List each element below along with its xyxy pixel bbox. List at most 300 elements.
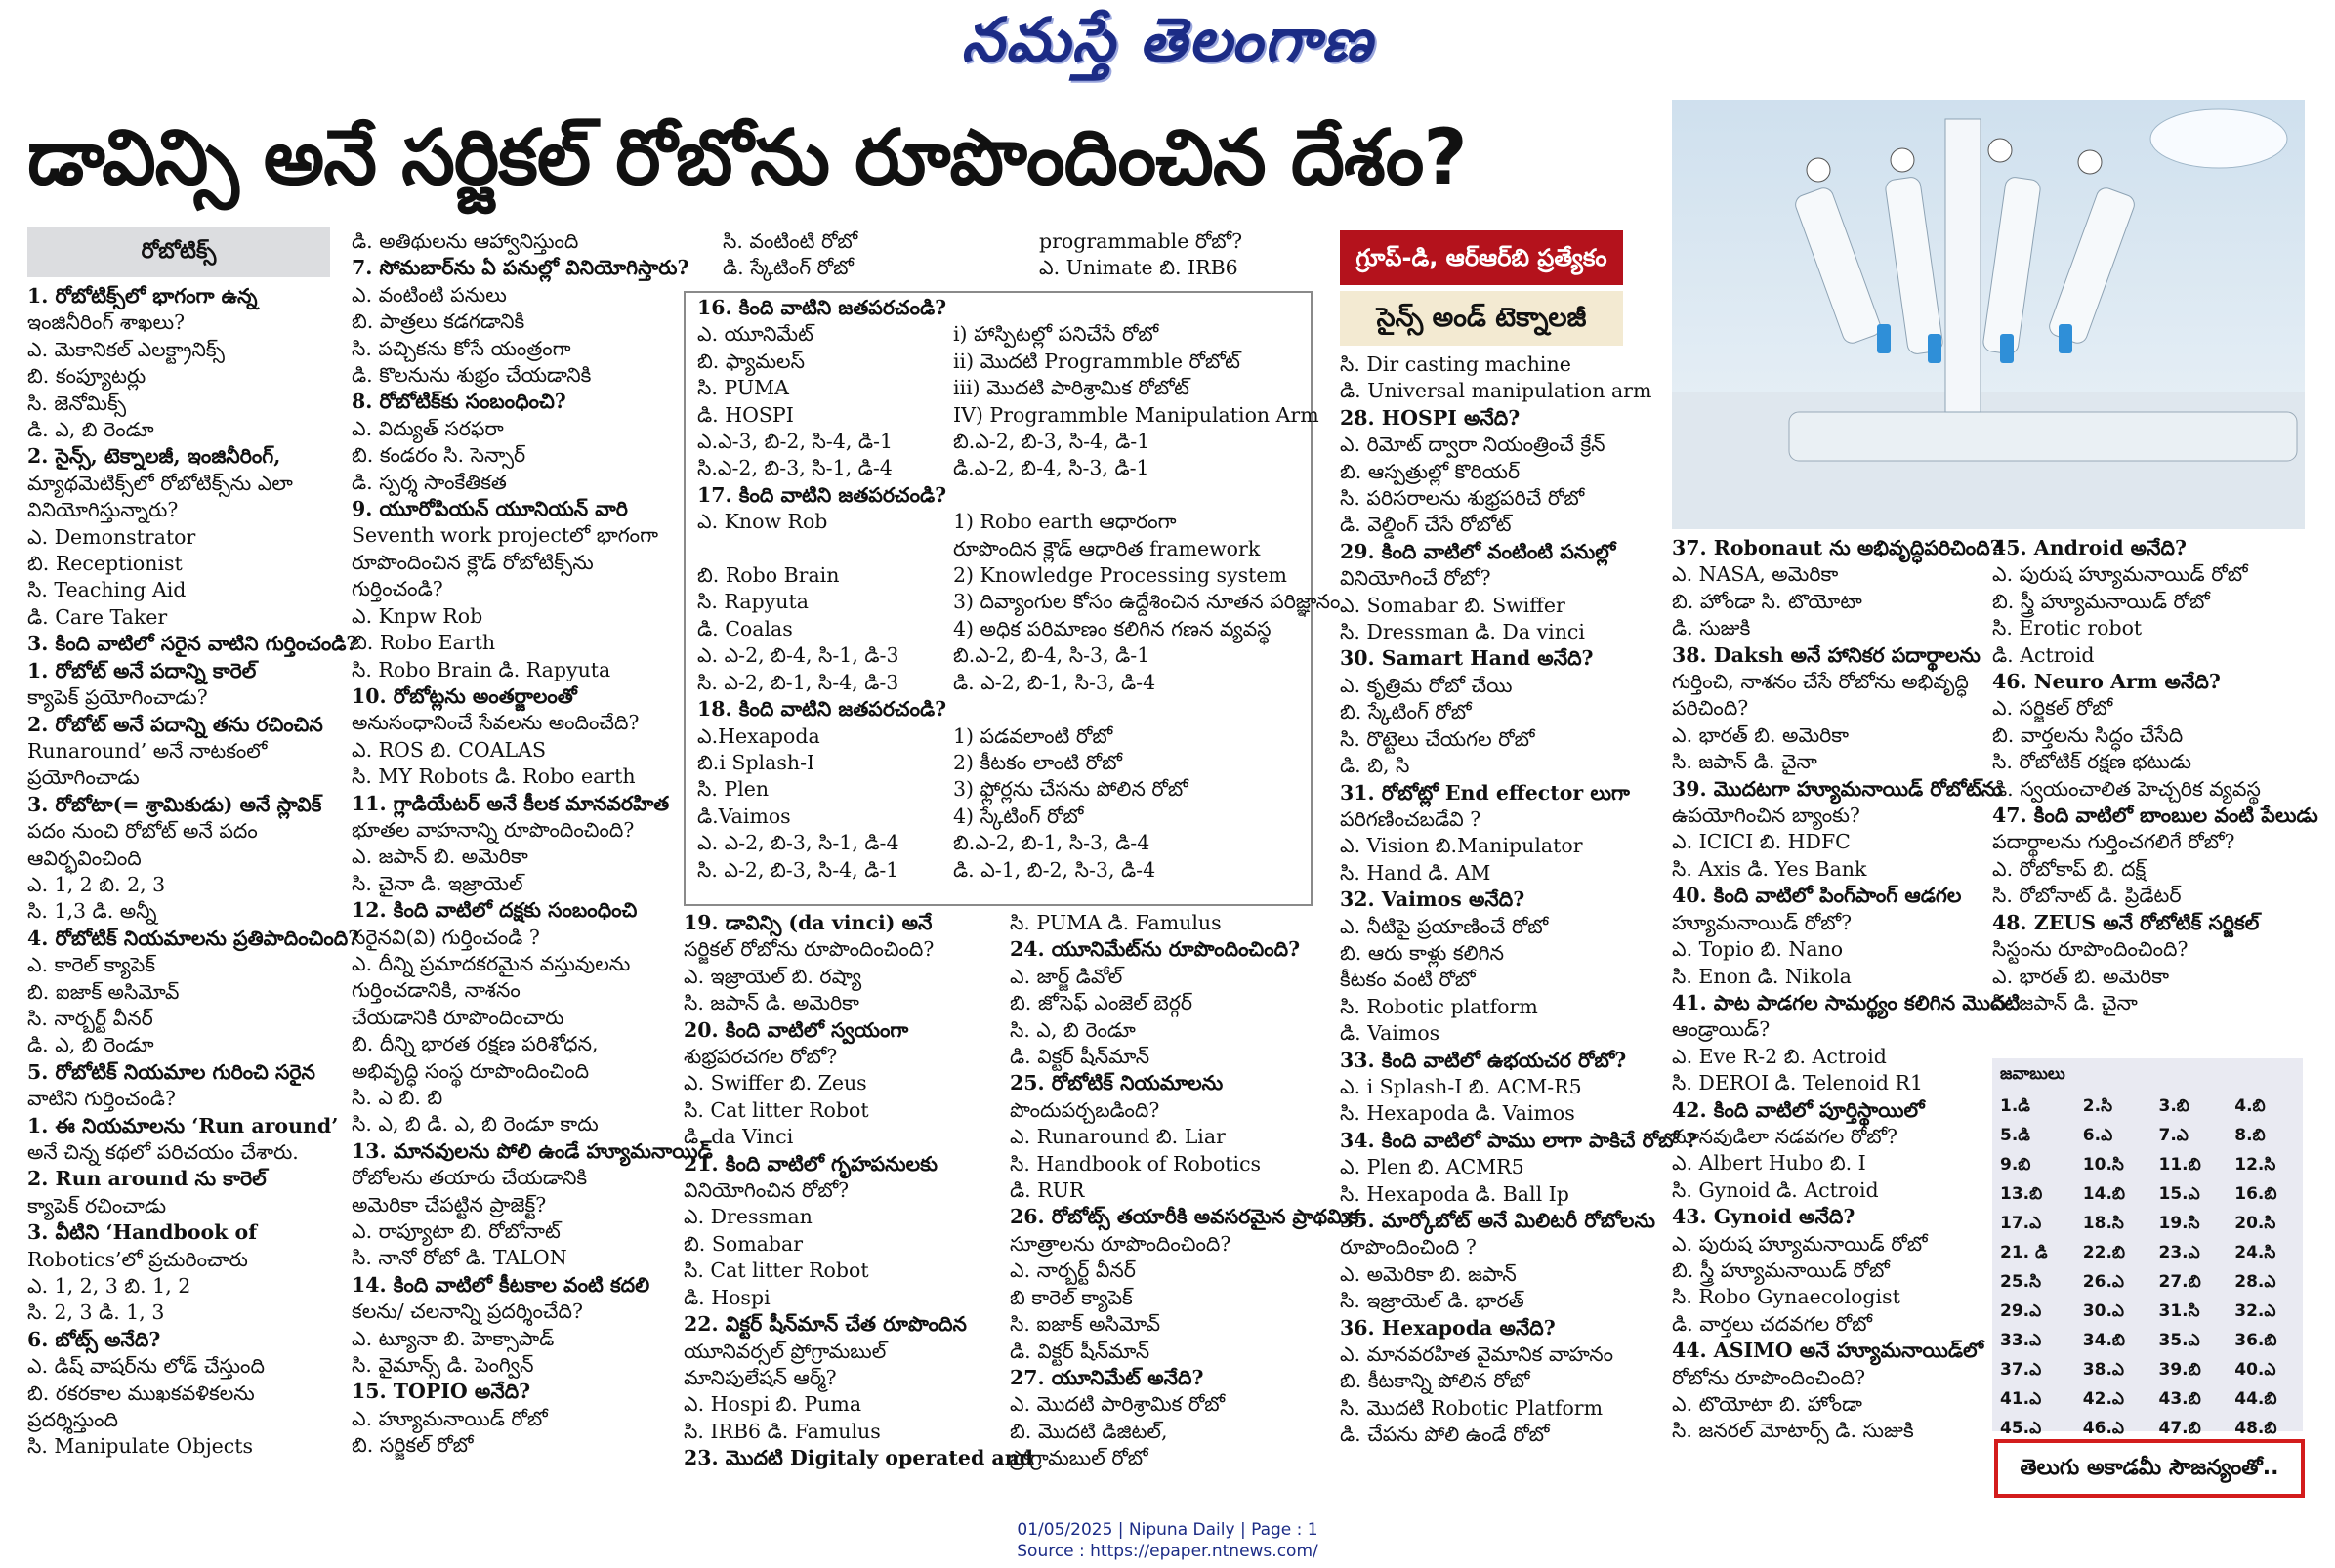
text-line: ఎ. సర్జికల్ రోబో	[1992, 696, 2113, 721]
footer-source: Source : https://epaper.ntnews.com/	[1017, 1542, 1318, 1561]
answer-cell: 44.బి	[2234, 1389, 2277, 1409]
text-line: 45. Android అనేది?	[1992, 536, 2187, 559]
text-line: 4) స్కేటింగ్ రోబో	[953, 804, 1084, 828]
answer-cell: 42.ఎ	[2082, 1389, 2124, 1409]
text-line: 2) కీటకం లాంటి రోబో	[953, 750, 1122, 774]
text-line: 15. TOPIO అనేది?	[352, 1380, 531, 1404]
text-line: బి. జోసెఫ్ ఎంజెల్ బెర్గర్	[1010, 991, 1193, 1015]
text-line: సి. జెనోమిక్స్	[27, 391, 127, 415]
column-5	[1340, 351, 1698, 1449]
answer-cell: 5.డి	[2000, 1126, 2030, 1145]
footer	[0, 1519, 2335, 1562]
text-line: ఉపయోగించిన బ్యాంకు?	[1672, 804, 1860, 828]
text-line: సి. రోబోటిక్ రక్షణ భటుడు	[1992, 750, 2191, 774]
text-line: 1) Robo earth ఆధారంగా	[953, 510, 1177, 534]
text-line: సి. పరిసరాలను శుభ్రపరిచే రోబో	[1340, 486, 1585, 511]
answer-cell: 21. డి	[2000, 1243, 2048, 1262]
column-4-bottom-lines	[1010, 910, 1359, 1472]
text-line: ఎ. దీన్ని ప్రమాదకరమైన వస్తువులను	[352, 951, 631, 975]
text-line: ఎ. Knpw Rob	[352, 603, 483, 628]
text-line: సి. Plen	[697, 777, 770, 802]
text-line: 7. సోమబార్‌ను ఏ పనుల్లో వినియోగిస్తారు?	[352, 256, 689, 280]
text-line: వాటిని గుర్తించండి?	[27, 1087, 176, 1111]
text-line: 20. కింది వాటిలో స్వయంగా	[684, 1017, 909, 1042]
answer-cell: 27.బి	[2158, 1272, 2201, 1292]
text-line: 10. రోబోట్లను అంతర్జాలంతో	[352, 683, 577, 708]
text-line: డి. స్వయంచాలిత హెచ్చరిక వ్యవస్థ	[1992, 776, 2261, 801]
answer-cell: 3.బి	[2158, 1096, 2189, 1116]
text-line: బి. స్త్రీ హ్యూమనాయిడ్ రోబో	[1672, 1258, 1890, 1282]
answer-cell: 23.ఎ	[2158, 1243, 2200, 1262]
answer-row	[1992, 1386, 2303, 1416]
text-line: Runaround’ అనే నాటకంలో	[27, 738, 268, 763]
text-line: ii) మొదటి Programmble రోబోట్	[953, 349, 1240, 373]
text-line: ఎ. 1, 2 బి. 2, 3	[27, 872, 166, 896]
text-line: i) హాస్పిటల్లో పనిచేసే రోబో	[953, 322, 1159, 347]
text-line: బి. Somabar	[684, 1231, 804, 1256]
footer-date-page: 01/05/2025 | Nipuna Daily | Page : 1	[1017, 1520, 1318, 1540]
text-line: సి. ఎ బి. బి	[352, 1086, 443, 1109]
column-7-lines	[1992, 535, 2318, 1016]
text-line: ఎ. టొయోటా బి. హోండా	[1672, 1392, 1862, 1416]
text-line: ఎ. ఎ-2, బి-3, సి-1, డి-4	[697, 831, 899, 855]
text-line: సి. వైమాన్స్ డి. పెంగ్విన్	[352, 1353, 534, 1378]
text-line: 14. కింది వాటిలో కీటకాల వంటి కదలి	[352, 1272, 650, 1297]
surgical-robot-illustration	[1672, 100, 2305, 529]
text-line: సి. ఐజాక్ అసిమోవ్	[1010, 1312, 1161, 1337]
text-line: ఎ. మెకానికల్ ఎలక్ట్రానిక్స్	[27, 337, 225, 361]
text-line: 26. రోబోట్స్ తయారీకి అవసరమైన ప్రాథమిక	[1010, 1205, 1359, 1229]
column-1-lines	[27, 283, 360, 1461]
text-line: ఎ. యూనిమేట్	[697, 322, 813, 347]
text-line: 19. డావిన్సి (da vinci) అనే	[684, 911, 933, 934]
text-line: వినియోగిస్తున్నారు?	[27, 498, 179, 522]
text-line: 3) ఫ్లోర్లను చేసను పోలిన రోబో	[953, 777, 1188, 802]
special-badge: గ్రూప్-డి, ఆర్ఆర్‌బి ప్రత్యేకం	[1340, 230, 1623, 285]
text-line: డి. Care Taker	[27, 604, 168, 629]
column-2	[352, 228, 713, 1460]
text-line: ఎ. Runaround బి. Liar	[1010, 1125, 1226, 1149]
text-line: ఎ. భారత్ బి. అమెరికా	[1672, 722, 1850, 747]
text-line: బి. ఆస్పత్రుల్లో కొరియర్	[1340, 459, 1521, 483]
text-line: సి. Dir casting machine	[1340, 352, 1571, 376]
text-line: సి. DEROI డి. Telenoid R1	[1672, 1071, 1924, 1095]
text-line: 2. రోబోట్ అనే పదాన్ని తను రచించిన	[27, 712, 323, 736]
text-line: అభివృద్ధి సంస్థ రూపొందించింది	[352, 1058, 590, 1083]
answer-cell: 15.ఎ	[2158, 1184, 2200, 1204]
text-line: ఎ. Plen బి. ACMR5	[1340, 1155, 1524, 1179]
text-line: బి. దీన్ని భారత రక్షణ పరిశోధన,	[352, 1032, 599, 1056]
text-line: సి. జపాన్ డి. అమెరికా	[684, 991, 859, 1015]
text-line: కలను/ చలనాన్ని ప్రదర్శించేది?	[352, 1300, 583, 1324]
credit-box: తెలుగు అకాడమీ సౌజన్యంతో..	[1994, 1439, 2305, 1498]
text-line: చేయడానికి రూపొందించారు	[352, 1005, 564, 1029]
text-line: 34. కింది వాటిలో పాము లాగా పాకిచే రోబో ?	[1340, 1128, 1698, 1152]
text-line: సి. జపాన్ డి. చైనా	[1992, 990, 2138, 1014]
text-line: ఎ. హ్యూమనాయిడ్ రోబో	[352, 1406, 548, 1430]
text-line: ఎ. ICICI బి. HDFC	[1672, 830, 1851, 854]
text-line: 42. కింది వాటిలో పూర్తిస్థాయిలో	[1672, 1097, 1925, 1122]
text-line: సి. Cat litter Robot	[684, 1259, 869, 1283]
text-line: సి. నానో రోబో డి. TALON	[352, 1246, 567, 1270]
text-line: సి. చైనా డి. ఇజ్రాయెల్	[352, 871, 523, 895]
text-line: బి.ఎ-2, బి-4, సి-3, డి-1	[953, 643, 1150, 668]
answer-cell: 4.బి	[2234, 1096, 2266, 1116]
surgical-robot-photo	[1672, 100, 2305, 529]
text-line: ఎ. మొదటి పారిశ్రామిక రోబో	[1010, 1392, 1226, 1417]
headline: డావిన్సి అనే సర్జికల్ రోబోను రూపొందించిన దేశం?	[27, 114, 1467, 202]
text-line: డి. కొలనును శుభ్రం చేయడానికి	[352, 363, 592, 388]
answer-cell: 24.సి	[2234, 1243, 2276, 1262]
text-line: 2. Run around ను కారెల్	[27, 1167, 267, 1191]
text-line: ఇంజినీరింగ్ శాఖలు?	[27, 310, 186, 335]
answer-cell: 46.ఎ	[2082, 1419, 2124, 1438]
subject-badge: సైన్స్ అండ్ టెక్నాలజీ	[1340, 291, 1623, 346]
text-line: 36. Hexapoda అనేది?	[1340, 1315, 1556, 1340]
text-line: ఎ. రాప్యూటా బి. రోబోనాట్	[352, 1219, 561, 1244]
text-line: ఎ.ఎ-3, బి-2, సి-4, డి-1	[697, 430, 894, 454]
text-line: డి. సుజుకి	[1672, 616, 1751, 640]
text-line: 30. Samart Hand అనేది?	[1340, 646, 1594, 671]
text-line: 3. రోబోటా(= శ్రామికుడు) అనే స్లావిక్	[27, 792, 322, 816]
text-line: ప్రయోగించాడు	[27, 765, 140, 790]
text-line: పదం నుంచి రోబోట్ అనే పదం	[27, 819, 258, 844]
answer-row	[1992, 1123, 2303, 1152]
text-line: బి. ఐజాక్ అసిమోవ్	[27, 979, 180, 1004]
text-line	[953, 295, 1305, 321]
text-line: సి. Rapyuta	[697, 590, 809, 614]
text-line: రోబోను రూపొందించింది?	[1672, 1365, 1866, 1389]
text-line: డి. విక్టర్ షీన్‌మాన్	[1010, 1339, 1150, 1363]
text-line: సి. Erotic robot	[1992, 616, 2143, 640]
answer-cell: 7.ఎ	[2158, 1126, 2189, 1145]
text-line: గుర్తించడానికి, నాశనం	[352, 978, 521, 1003]
text-line: ఎ. మానవరహిత వైమానిక వాహనం	[1340, 1342, 1613, 1367]
answer-cell: 36.బి	[2234, 1331, 2277, 1350]
text-line: బి. హోండా సి. టొయోటా	[1672, 589, 1862, 613]
text-line: సి. రోబోనాట్ డి. ప్రిడేటర్	[1992, 884, 2182, 908]
text-line: సి. Axis డి. Yes Bank	[1672, 856, 1867, 881]
column-2-lines	[352, 228, 713, 1460]
text-line: ఎ. నార్బర్ట్ వీనర్	[1010, 1259, 1136, 1283]
text-line: ఎ. విద్యుత్ సరఫరా	[352, 416, 504, 440]
text-line: 43. Gynoid అనేది?	[1672, 1205, 1855, 1229]
text-line: డి. Hospi	[684, 1285, 771, 1309]
text-line: డి. చేపను పోలి ఉండే రోబో	[1340, 1423, 1550, 1447]
text-line: 22. విక్టర్ షీన్‌మాన్ చేత రూపొందిన	[684, 1312, 967, 1337]
text-line: మానవుడిలా నడవగల రోబో?	[1672, 1124, 1898, 1148]
text-line: 24. యూనిమేట్‌ను రూపొందించింది?	[1010, 937, 1301, 962]
text-line: బి. స్కేటింగ్ రోబో	[1340, 700, 1472, 724]
text-line: ఎ. కృత్రిమ రోబో చేయి	[1340, 673, 1513, 697]
column-7	[1992, 535, 2318, 1016]
text-line: ఎ. నీటిపై ప్రయాణించే రోబో	[1340, 914, 1549, 938]
answer-cell: 28.ఎ	[2234, 1272, 2276, 1292]
answer-row	[1992, 1240, 2303, 1269]
text-line: 37. Robonaut ను అభివృద్ధిపరిచింది?	[1672, 536, 2002, 559]
text-line: 4. రోబోటిక్ నియమాలను ప్రతిపాదించింది?	[27, 926, 360, 950]
text-line: Robotics’లో ప్రచురించారు	[27, 1247, 248, 1271]
answer-row	[1992, 1211, 2303, 1240]
text-line: రూపొందించిన క్లౌడ్ రోబోటిక్స్‌ను	[352, 550, 594, 574]
text-line: 18. కింది వాటిని జతపరచండి?	[697, 697, 947, 722]
text-line: రూపొందిన క్లౌడ్ ఆధారిత framework	[953, 536, 1261, 560]
text-line: సి. Manipulate Objects	[27, 1434, 254, 1459]
text-line: డి. Coalas	[697, 616, 793, 640]
answer-cell: 25.సి	[2000, 1272, 2042, 1292]
text-line: పదార్థాలను గుర్తించగలిగే రోబో?	[1992, 830, 2235, 854]
answer-cell: 16.బి	[2234, 1184, 2277, 1204]
text-line: సి. Gynoid డి. Actroid	[1672, 1177, 1879, 1202]
section-tag: రోబోటిక్స్	[27, 227, 330, 277]
text-line: ఎ. Topio బి. Nano	[1672, 937, 1844, 962]
answer-row	[1992, 1152, 2303, 1181]
answer-cell: 10.సి	[2082, 1155, 2124, 1175]
column-3-bottom-lines	[684, 910, 1033, 1472]
text-line: సి. Hexapoda డి. Vaimos	[1340, 1101, 1575, 1126]
text-line: డి. ఎ, బి రెండూ	[27, 1033, 154, 1057]
text-line: డి. Vaimos	[1340, 1021, 1440, 1046]
text-line: సి. వంటింటి రోబో	[723, 229, 858, 253]
text-line: 31. రోబోట్లో End effector లుగా	[1340, 780, 1630, 805]
text-line: 44. ASIMO అనే హ్యూమనాయిడ్‌లో	[1672, 1339, 1984, 1363]
text-line: సి. Handbook of Robotics	[1010, 1151, 1262, 1176]
answer-cell: 33.ఎ	[2000, 1331, 2042, 1350]
text-line: 21. కింది వాటిలో గృహపనులకు	[684, 1151, 938, 1176]
answer-cell: 43.బి	[2158, 1389, 2201, 1409]
text-line: 2. సైన్స్, టెక్నాలజీ, ఇంజినీరింగ్,	[27, 444, 281, 469]
answer-cell: 45.ఎ	[2000, 1419, 2042, 1438]
answer-cell: 31.సి	[2158, 1301, 2200, 1321]
answers-box	[1992, 1058, 2303, 1438]
text-line: డి. Actroid	[1992, 642, 2095, 667]
text-line: సి. Teaching Aid	[27, 578, 187, 602]
text-line: 27. యూనిమేట్ అనేది?	[1010, 1365, 1204, 1389]
text-line: మానిపులేషన్ ఆర్మ్?	[684, 1365, 837, 1389]
text-line: బి కారెల్ క్యాపెక్	[1010, 1285, 1133, 1309]
text-line: 1. రోబోట్ అనే పదాన్ని కారెల్	[27, 658, 257, 682]
text-line: ఎ. కారెల్ క్యాపెక్	[27, 953, 156, 977]
text-line: పొందుపర్చబడింది?	[1010, 1097, 1160, 1122]
text-line: డి. ఎ-2, బి-1, సి-3, డి-4	[953, 670, 1156, 694]
text-line: సి. PUMA	[697, 376, 789, 400]
text-line: 17. కింది వాటిని జతపరచండి?	[697, 482, 947, 507]
text-line: సి. 1,3 డి. అన్నీ	[27, 899, 157, 924]
column-4-bottom	[1010, 910, 1359, 1472]
text-line: డి. da Vinci	[684, 1125, 794, 1149]
text-line: బి. మొదటి డిజిటల్,	[1010, 1419, 1168, 1443]
text-line: ఎ. Swiffer బి. Zeus	[684, 1071, 867, 1095]
column-3-top	[723, 228, 1016, 282]
text-line: ఎ. వంటింటి పనులు	[352, 282, 507, 307]
text-line: 1. రోబోటిక్స్‌లో భాగంగా ఉన్న	[27, 284, 258, 308]
text-line: 48. ZEUS అనే రోబోటిక్ సర్జికల్	[1992, 910, 2260, 934]
text-line: సర్జికల్ రోబోను రూపొందించింది?	[684, 937, 935, 962]
masthead-logo: నమస్తే తెలంగాణ	[961, 4, 1374, 75]
text-line: సి. జనరల్ మోటార్స్ డి. సుజుకి	[1672, 1419, 1914, 1443]
answer-cell: 39.బి	[2158, 1360, 2201, 1380]
text-line: కీటకం వంటి రోబో	[1340, 968, 1476, 992]
text-line: Seventh work projectలో భాగంగా	[352, 523, 658, 548]
text-line: సి.ఎ-2, బి-3, సి-1, డి-4	[697, 456, 893, 480]
text-line: బి.i Splash-I	[697, 750, 815, 774]
text-line: సి. Robo Gynaecologist	[1672, 1285, 1900, 1309]
text-line: 46. Neuro Arm అనేది?	[1992, 670, 2221, 694]
text-line	[953, 696, 1305, 722]
text-line: IV) Programmble Manipulation Arm	[953, 402, 1319, 427]
text-line: 11. గ్లాడియేటర్ అనే కీలక మానవరహిత	[352, 791, 670, 815]
answer-row	[1992, 1357, 2303, 1386]
box-right-lines	[953, 295, 1341, 884]
text-line: సి. జపాన్ డి. చైనా	[1672, 750, 1817, 774]
answer-row	[1992, 1181, 2303, 1211]
text-line: డి. RUR	[1010, 1178, 1085, 1203]
text-line: ఎ.Hexapoda	[697, 723, 820, 748]
text-line: ఎ. రోబోకాప్ బి. దక్ష్	[1992, 856, 2147, 881]
text-line: సి. Dressman డి. Da vinci	[1340, 620, 1585, 644]
text-line	[953, 482, 1305, 509]
text-line: ఎ. పురుష హ్యూమనాయిడ్ రోబో	[1992, 562, 2248, 587]
text-line: సి. ఎ, బి రెండూ	[1010, 1017, 1136, 1042]
text-line: సి. PUMA డి. Famulus	[1010, 911, 1222, 934]
text-line: బి. సర్జికల్ రోబో	[352, 1433, 474, 1458]
text-line: 12. కింది వాటిలో దక్షకు సంబంధించి	[352, 898, 638, 923]
text-line: రూపొందించింది ?	[1340, 1235, 1477, 1259]
column-4-top-lines	[1039, 228, 1332, 282]
answer-cell: 32.ఎ	[2234, 1301, 2276, 1321]
text-line: సి. Robo Brain డి. Rapyuta	[352, 657, 611, 681]
text-line: అనే చిన్న కథలో పరిచయం చేశారు.	[27, 1140, 299, 1164]
text-line: సి. ఎ, బి డి. ఎ, బి రెండూ కాదు	[352, 1112, 599, 1136]
text-line: వినియోగించే రోబో?	[1340, 566, 1491, 591]
text-line: డి. ఎ, బి రెండూ	[27, 418, 154, 442]
text-line: డి. Universal manipulation arm	[1340, 379, 1652, 403]
answer-row	[1992, 1328, 2303, 1357]
text-line: బి. Receptionist	[27, 552, 183, 576]
text-line: అమెరికా చేపట్టిన ప్రాజెక్ట్?	[352, 1192, 547, 1217]
answer-cell: 41.ఎ	[2000, 1389, 2042, 1409]
text-line: 2) Knowledge Processing system	[953, 563, 1287, 588]
text-line: మ్యాథమెటిక్స్‌లో రోబోటిక్స్‌ను ఎలా	[27, 471, 293, 495]
answer-cell: 40.ఎ	[2234, 1360, 2276, 1380]
text-line: పరిగణించబడేవి ?	[1340, 806, 1481, 831]
text-line: ఎ. 1, 2, 3 బి. 1, 2	[27, 1274, 191, 1299]
answer-cell: 48.బి	[2234, 1419, 2277, 1438]
text-line: డి. వెల్డింగ్ చేసే రోబోట్	[1340, 513, 1512, 537]
text-line: ఆండ్రాయిడ్?	[1672, 1017, 1771, 1042]
text-line: సి. Cat litter Robot	[684, 1097, 869, 1122]
answer-cell: 35.ఎ	[2158, 1331, 2200, 1350]
text-line: ఎ. Unimate బి. IRB6	[1039, 256, 1238, 280]
text-line: 41. పాట పాడగల సామర్థ్యం కలిగిన మొదటి	[1672, 990, 2021, 1014]
masthead	[0, 4, 2335, 90]
text-line: 28. HOSPI అనేది?	[1340, 405, 1521, 430]
answer-cell: 2.సి	[2082, 1096, 2113, 1116]
text-line: ఎ. జపాన్ బి. అమెరికా	[352, 845, 528, 869]
text-line: ఎ. Eve R-2 బి. Actroid	[1672, 1044, 1887, 1068]
text-line: అనుసంధానించే సేవలను అందించేది?	[352, 711, 640, 735]
text-line: ఎ. రిమోట్ ద్వారా నియంత్రించే క్రేన్	[1340, 433, 1605, 457]
text-line: సి. Enon డి. Nikola	[1672, 964, 1852, 988]
text-line: గుర్తించండి?	[352, 577, 443, 601]
text-line: సి. రొట్టెలు చేయగల రోబో	[1340, 726, 1535, 751]
text-line: ఎ. ఎ-2, బి-4, సి-1, డి-3	[697, 643, 899, 668]
text-line: డి. స్కేటింగ్ రోబో	[723, 256, 854, 280]
answer-cell: 8.బి	[2234, 1126, 2266, 1145]
answer-cell: 18.సి	[2082, 1214, 2124, 1233]
text-line: సరైనవి(వి) గుర్తించండి ?	[352, 925, 540, 949]
text-line: 1. ఈ నియమాలను ‘Run around’	[27, 1113, 339, 1137]
text-line: సి. ఎ-2, బి-1, సి-4, డి-3	[697, 670, 899, 694]
text-line: ఎ. Know Rob	[697, 510, 828, 534]
text-line: సి. నార్బర్ట్ వీనర్	[27, 1006, 153, 1030]
text-line: బి. ఫ్యామలస్	[697, 349, 805, 373]
answer-cell: 14.బి	[2082, 1184, 2126, 1204]
answer-cell: 11.బి	[2158, 1155, 2201, 1175]
text-line: 23. మొదటి Digitaly operated and	[684, 1446, 1033, 1470]
text-line: బి. రకరకాల ముఖకవళికలను	[27, 1381, 255, 1405]
answers-table	[1992, 1093, 2303, 1445]
text-line: ఎ. ROS బి. COALAS	[352, 737, 547, 762]
answer-cell: 20.సి	[2234, 1214, 2276, 1233]
text-line: ఎ. జార్జ్ డివోల్	[1010, 964, 1123, 988]
text-line: డి.ఎ-2, బి-4, సి-3, డి-1	[953, 456, 1149, 480]
text-line: వినియోగించిన రోబో?	[684, 1178, 850, 1203]
text-line: ఎ. పురుష హ్యూమనాయిడ్ రోబో	[1672, 1231, 1928, 1256]
text-line: యూనివర్సల్ ప్రోగ్రామబుల్	[684, 1339, 887, 1363]
text-line: పరిచింది?	[1672, 696, 1749, 721]
text-line: డి. వార్తలు చదవగల రోబో	[1672, 1311, 1872, 1336]
text-line: 13. మానవులను పోలి ఉండే హ్యూమనాయిడ్	[352, 1138, 713, 1163]
text-line: 9. యూరోపియన్ యూనియన్ వారి	[352, 497, 628, 521]
answer-cell: 47.బి	[2158, 1419, 2201, 1438]
column-5-lines	[1340, 351, 1698, 1449]
text-line: డి.Vaimos	[697, 804, 791, 828]
text-line: 39. మొదటగా హ్యూమనాయిడ్ రోబోట్‌ను	[1672, 776, 2003, 801]
answer-cell: 26.ఎ	[2082, 1272, 2124, 1292]
box-right	[953, 295, 1341, 884]
text-line: ఆవిర్భవించింది	[27, 846, 142, 870]
text-line: సి. మొదటి Robotic Platform	[1340, 1395, 1604, 1420]
text-line: 4) అధిక పరిమాణం కలిగిన గణన వ్యవస్థ	[953, 616, 1272, 640]
match-questions-box	[684, 291, 1341, 906]
text-line: బి. Robo Earth	[352, 631, 496, 655]
text-line: ఎ. Demonstrator	[27, 524, 196, 549]
text-line: ఎ. భారత్ బి. అమెరికా	[1992, 964, 2170, 988]
text-line: 33. కింది వాటిలో ఉభయచర రోబో?	[1340, 1048, 1627, 1072]
text-line: సూత్రాలను రూపొందించింది?	[1010, 1231, 1231, 1256]
text-line: ఎ. Vision బి.Manipulator	[1340, 834, 1583, 858]
text-line: 6. బోట్స్ అనేది?	[27, 1327, 161, 1351]
text-line: సిస్టంను రూపొందించింది?	[1992, 937, 2189, 962]
text-line: బి. కంప్యూటర్లు	[27, 364, 146, 389]
text-line: డి. విక్టర్ షీన్‌మాన్	[1010, 1045, 1150, 1069]
answer-row	[1992, 1093, 2303, 1123]
text-line: ఎ. ఇజ్రాయెల్ బి. రష్యా	[684, 964, 862, 988]
answer-cell: 34.బి	[2082, 1331, 2126, 1350]
text-line: ఎ. Albert Hubo బి. I	[1672, 1151, 1866, 1176]
answer-cell: 19.సి	[2158, 1214, 2200, 1233]
text-line: ఎ. డిష్ వాషర్‌ను లోడ్ చేస్తుంది	[27, 1354, 265, 1379]
text-line: డి. ఎ-1, బి-2, సి-3, డి-4	[953, 857, 1156, 882]
text-line: సి. Hand డి. AM	[1340, 860, 1491, 885]
text-line: సి. 2, 3 డి. 1, 3	[27, 1300, 165, 1325]
column-4-top	[1039, 228, 1332, 282]
answer-cell: 38.ఎ	[2082, 1360, 2124, 1380]
text-line: బి. స్త్రీ హ్యూమనాయిడ్ రోబో	[1992, 589, 2210, 613]
answer-cell: 30.ఎ	[2082, 1301, 2124, 1321]
text-line: సి. పచ్చికను కోసే యంత్రంగా	[352, 336, 571, 360]
